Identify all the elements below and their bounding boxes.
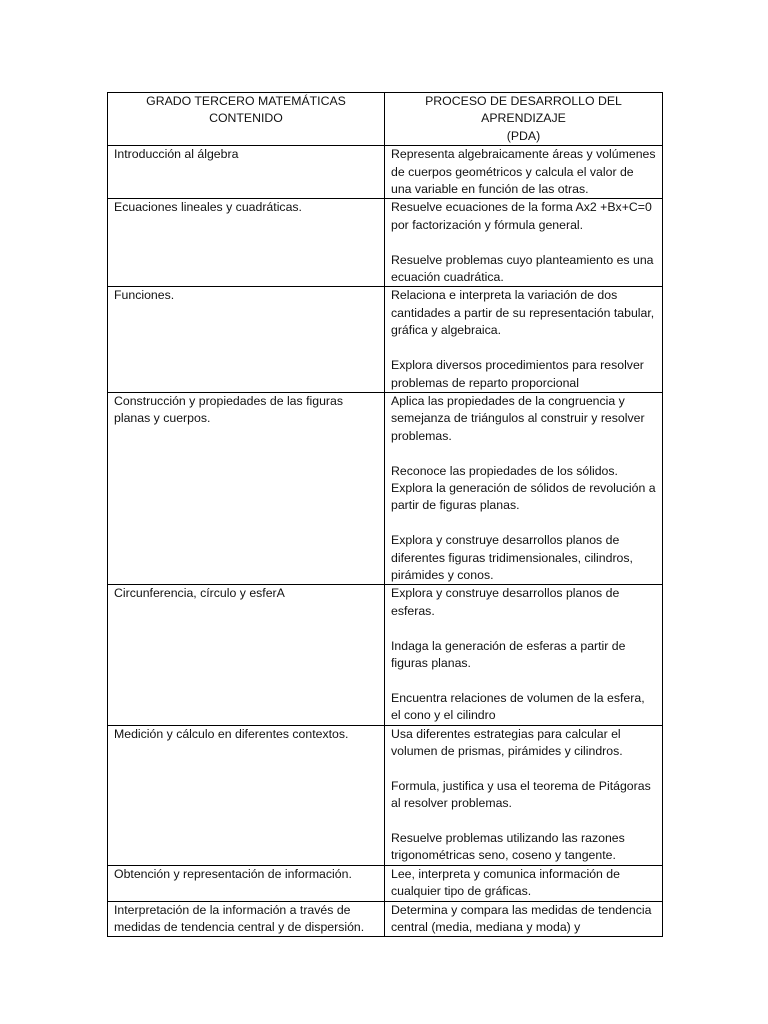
- pda-cell: Representa algebraicamente áreas y volúmenes de cuerpos geométricos y calcula el valor de una variable en función de las otras.: [385, 146, 663, 199]
- table-body: [108, 146, 663, 936]
- table-row: [108, 725, 663, 865]
- contenido-cell: Obtención y representación de información.: [108, 865, 385, 901]
- pda-cell: Lee, interpreta y comunica información de cualquier tipo de gráficas.: [385, 865, 663, 901]
- table-row: [108, 199, 663, 287]
- contenido-cell: Medición y cálculo en diferentes contextos.: [108, 725, 385, 865]
- table-row: [108, 901, 663, 936]
- contenido-cell: Funciones.: [108, 287, 385, 392]
- contenido-text: Interpretación de la información a través de medidas de tendencia central y de dispersión.: [114, 902, 365, 935]
- table-header: [108, 93, 663, 146]
- pda-cell: Relaciona e interpreta la variación de dos cantidades a partir de su representación tabular, gráfica y algebraica. Explora diversos procedimientos para resolver problemas de reparto proporcional: [385, 287, 663, 392]
- header-pda: PROCESO DE DESARROLLO DEL APRENDIZAJE (PDA): [385, 93, 663, 146]
- pda-cell: [385, 901, 663, 936]
- pda-cell: Usa diferentes estrategias para calcular el volumen de prismas, pirámides y cilindros. Formula, justifica y usa el teorema de Pitágoras al resolver problemas. Resuelve problemas utilizando las razones trigonométricas seno, coseno y tangente.: [385, 725, 663, 865]
- contenido-cell: Ecuaciones lineales y cuadráticas.: [108, 199, 385, 287]
- contenido-cell: Construcción y propiedades de las figuras planas y cuerpos.: [108, 392, 385, 584]
- pda-cell: Resuelve ecuaciones de la forma Ax2 +Bx+C=0 por factorización y fórmula general. Resuelve problemas cuyo planteamiento es una ecuación cuadrática.: [385, 199, 663, 287]
- pda-cell: Explora y construye desarrollos planos de esferas. Indaga la generación de esferas a partir de figuras planas. Encuentra relaciones de volumen de la esfera, el cono y el cilindro: [385, 585, 663, 725]
- table-row: [108, 392, 663, 584]
- header-row: [108, 93, 663, 146]
- curriculum-table: [107, 92, 663, 937]
- table-row: [108, 865, 663, 901]
- table-row: [108, 287, 663, 392]
- contenido-cell: [108, 901, 385, 936]
- header-contenido: GRADO TERCERO MATEMÁTICAS CONTENIDO: [108, 93, 385, 146]
- pda-cell: Aplica las propiedades de la congruencia y semejanza de triángulos al construir y resolver problemas. Reconoce las propiedades de los sólidos. Explora la generación de sólidos de revolución a partir de figuras planas. Explora y construye desarrollos planos de diferentes figuras tridimensionales, cilindros, pirámides y conos.: [385, 392, 663, 584]
- contenido-cell: Circunferencia, círculo y esferA: [108, 585, 385, 725]
- pda-text: Determina y compara las medidas de tendencia central (media, mediana y moda) y: [391, 902, 652, 935]
- table-row: [108, 146, 663, 199]
- contenido-cell: Introducción al álgebra: [108, 146, 385, 199]
- table-row: [108, 585, 663, 725]
